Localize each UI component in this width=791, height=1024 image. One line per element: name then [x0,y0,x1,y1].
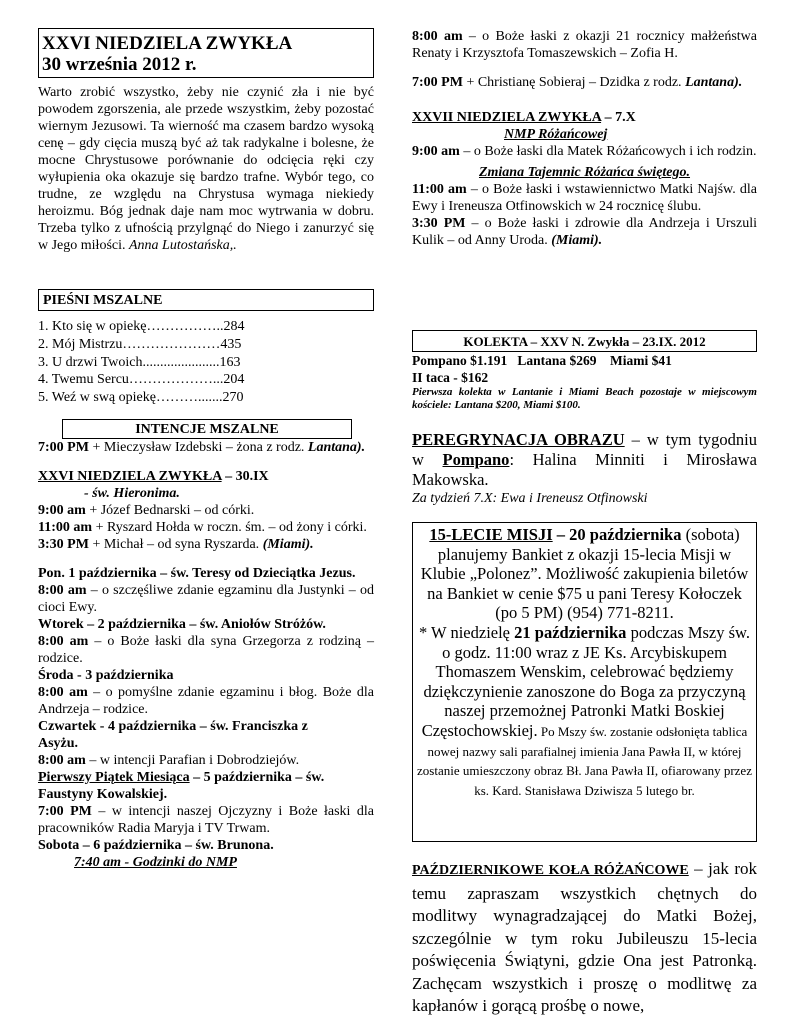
friday-heading [38,769,338,803]
collection-second: II taca - $162 [412,369,489,385]
tuesday-heading: Wtorek – 2 października – św. Aniołów Stróżów. [38,617,326,632]
intention-entry [38,684,374,718]
pilgrimage-text [412,430,757,490]
rosary-title: PAŹDZIERNIKOWE KOŁA RÓŻAŃCOWE [412,863,689,878]
saturday-note: 7:40 am - Godzinki do NMP [74,855,237,870]
mission-title-dash: – [552,525,570,544]
sunday27-heading-title: XXVII NIEDZIELA ZWYKŁA [412,110,602,125]
intention-time: 9:00 am [412,144,460,159]
intention-text: – w intencji Parafian i Dobrodziejów. [85,753,300,768]
intention-text: – o Boże łaski i zdrowie dla Andrzeja i Urszuli Kulik – od Anny Uroda. [412,216,757,248]
sunday-heading-date: – 30.IX [221,469,269,484]
mission-text: (sobota) planujemy Bankiet z okazji 15-lecia Misji w Klubie „Polonez”. Możliwość zakupienia biletów na Bankiet w cenie $75 u pani Teresy Kołoczek (po 5 PM) (954) 771-8211. [420,525,749,623]
mission-p2-date: 21 października [514,622,627,642]
intention-entry [38,536,374,553]
intention-time: 3:30 PM [38,537,89,552]
intention-entry [412,143,757,160]
intention-time: 8:00 am [38,753,86,768]
song-item: 1. Kto się w opiekę……………..284 [38,319,245,334]
collection-details [412,353,757,412]
collection-amounts: Pompano $1.191 Lantana $269 Miami $41 [412,353,672,368]
pilgrimage-next: Za tydzień 7.X: Ewa i Ireneusz Otfinowski [412,491,648,506]
intention-time: 7:00 PM [38,804,92,819]
intention-text: + Christianę Sobieraj – Dzidka z rodz. [462,75,686,90]
sunday-saint: - św. Hieronima. [84,486,180,501]
intention-entry [38,519,374,536]
title-line-2: 30 września 2012 r. [42,54,197,75]
intention-text: + Józef Bednarski – od córki. [85,503,255,518]
intention-text: – o Boże łaski i wstawiennictwo Matki Najśw. dla Ewy i Ireneusza Otfinowskich w 24 rocznicę ślubu. [412,182,757,214]
intention-text: – o pomyślne zdanie egzaminu i błog. Boże dla Andrzeja – rodzice. [38,685,375,717]
intention-time: 11:00 am [38,520,93,535]
saturday-heading: Sobota – 6 października – św. Brunona. [38,838,274,853]
friday-heading-date: – 5 października – św. Faustyny Kowalskiej. [38,770,325,802]
intention-text: + Michał – od syna Ryszarda. [88,537,263,552]
rosary-section [412,858,757,1018]
intention-place: (Miami). [551,233,603,248]
intention-text: – w intencji naszej Ojczyzny i Boże łaski dla pracowników Radia Maryja i TV Trwam. [38,804,375,836]
intentions-list [38,439,374,871]
mission-p2-text: podczas Mszy św. o godz. 11:00 wraz z JE Ks. Arcybiskupem Thomaszem Wenskim, celebrować będziemy dziękczynienie zanoszone do Boga za przyczyną naszej przemożnej Patronki Matki Boskiej Częstochowskiej. [421,622,751,740]
rosary-text: jak rok temu zapraszam wszystkich chętnych do modlitwy wynagradzającej do Matki Bożej, szczególnie w tym roku Jubileuszu 15-lecia poświęcenia Świątyni, gdzie Ona jest Patronką. Zachęcam wszystkich i proszę o modlitwę za kapłanów i gorącą prośbę o nowe, [412,859,758,1015]
intention-text: + Mieczysław Izdebski – żona z rodz. [88,440,308,455]
intention-text: – o Boże łaski dla syna Grzegorza z rodziną – rodzice. [38,634,374,666]
intention-text: + Ryszard Hołda w roczn. śm. – od żony i córki. [92,520,367,535]
intention-time: 11:00 am [412,182,467,197]
mission-date: 20 października [569,525,682,544]
intention-place: (Miami). [262,537,314,552]
song-item: 2. Mój Mistrzu…………………435 [38,336,242,352]
intention-entry [38,803,374,837]
rosary-paragraph [412,858,757,1018]
pilgrimage-place: Pompano [442,450,510,469]
intention-entry [38,633,374,667]
songs-list [38,318,278,407]
intention-time: 8:00 am [38,685,88,700]
song-item: 5. Weź w swą opiekę……….......270 [38,390,244,406]
intention-entry [38,582,374,616]
rosary-change-note: Zmiana Tajemnic Różańca świętego. [478,165,691,180]
rosary-dash: – [688,859,703,878]
pilgrimage-title: PEREGRYNACJA OBRAZU [412,430,625,449]
sunday-heading-title: XXVI NIEDZIELA ZWYKŁA [38,469,222,484]
song-item: 4. Twemu Sercu………………...204 [38,372,245,388]
intention-time: 8:00 am [412,29,463,44]
intention-entry [412,28,757,62]
sunday27-heading [412,109,757,126]
wednesday-heading: Środa - 3 października [38,668,174,683]
intention-time: 9:00 am [38,503,86,518]
intentions-header: INTENCJE MSZALNE [62,419,352,439]
collection-note: Pierwsza kolekta w Lantanie i Miami Beach pozostaje w miejscowym kościele: Lantana $200, Miami $100. [412,386,757,412]
intention-place: Lantana). [685,75,743,90]
intention-entry [412,181,757,215]
title-box [38,28,374,78]
intention-entry [38,502,374,519]
intro-author: Anna Lutostańska,. [129,238,237,253]
thursday-heading: Czwartek - 4 października – św. Franciszka z Asyżu. [38,719,308,751]
intention-entry [412,74,757,91]
mission-title: 15-LECIE MISJI [429,525,553,544]
intention-text: – o Boże łaski z okazji 21 rocznicy małżeństwa Renaty i Krzysztofa Tomaszewskich – Zofia H. [412,29,758,61]
sunday27-sub: NMP Różańcowej [504,127,608,142]
intention-time: 8:00 am [38,634,89,649]
intention-place: Lantana). [307,440,366,455]
intention-entry [412,215,757,249]
mission-box [412,522,757,842]
intro-paragraph [38,84,374,254]
intention-text: – o Boże łaski dla Matek Różańcowych i ich rodzin. [459,144,757,159]
collection-header: KOLEKTA – XXV N. Zwykła – 23.IX. 2012 [412,330,757,352]
song-item: 3. U drzwi Twoich......................163 [38,354,241,370]
sunday-heading [38,468,374,485]
intention-entry [38,439,374,456]
pilgrimage-text-a: – w tym tygodniu w [412,430,757,469]
intention-time: 7:00 PM [412,75,463,90]
friday-heading-title: Pierwszy Piątek Miesiąca [38,770,190,785]
monday-heading: Pon. 1 października – św. Teresy od Dzieciątka Jezus. [38,566,356,581]
mission-p2-start: * W niedzielę [418,622,515,642]
intro-text: Warto zrobić wszystko, żeby nie czynić zła i nie być powodem zgorszenia, ale przede wszystkim, żeby pozostać wiernym Jezusowi. Ta wierność ma czasem bardzo wysoką cenę – gdy cięcia muszą być aż tak radykalne i bolesne, że mocne Chrystusowe porównanie do odcięcia ręki czy wyłupienia oka okazuje się bardzo trafne. Wybór tego, co trudne, ze względu na Chrystusa wymaga niekiedy heroizmu. Bóg jednak daje nam moc wytrwania w dobru. Trzeba tylko z ufnością przylgnąć do Niego i zanurzyć się w Jego miłości. [38,85,374,253]
intention-text: – o szczęśliwe zdanie egzaminu dla Justynki – od cioci Ewy. [38,583,375,615]
intention-entry [38,752,374,769]
intention-time: 8:00 am [38,583,87,598]
mission-paragraph-1 [417,525,752,623]
pilgrimage-text-b: : Halina Minniti i Mirosława Makowska. [412,450,757,489]
intention-time: 3:30 PM [412,216,466,231]
right-top-intentions [412,28,757,249]
sunday27-heading-date: – 7.X [601,110,636,125]
title-line-1: XXVI NIEDZIELA ZWYKŁA [42,33,293,54]
pilgrimage-section [412,430,757,507]
songs-header: PIEŚNI MSZALNE [38,289,374,311]
intention-time: 7:00 PM [38,440,89,455]
mission-paragraph-2 [417,623,752,799]
mission-p2-small: Po Mszy św. zostanie odsłonięta tablica nowej nazwy sali parafialnej imienia Jana Pawła II, w której zostanie umieszczony obraz Bł. Jana Pawła II, ofiarowany przez ks. Kard. Stanisława Dziwisza 5 lutego br. [417,723,752,798]
